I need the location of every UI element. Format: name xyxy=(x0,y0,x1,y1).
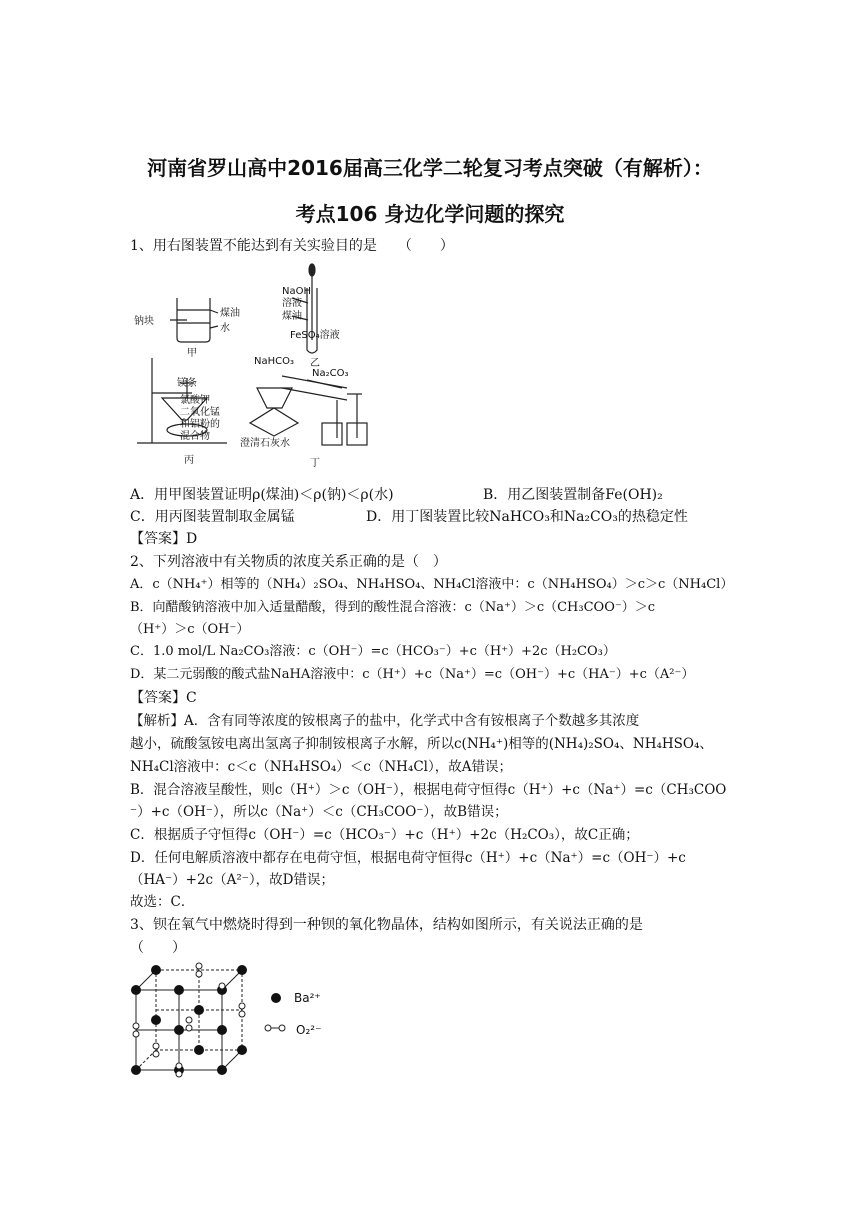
q2-stem: 2、下列溶液中有关物质的浓度关系正确的是（ ） xyxy=(130,554,447,570)
svg-text:丙: 丙 xyxy=(184,455,194,466)
q2-answer: 【答案】C xyxy=(130,690,197,706)
q1-option-b: B．用乙图装置制备Fe(OH)₂ xyxy=(483,487,663,503)
page-title: 河南省罗山高中2016届高三化学二轮复习考点突破（有解析）： xyxy=(147,156,713,180)
svg-text:二氧化锰: 二氧化锰 xyxy=(180,407,220,418)
svg-text:NaOH: NaOH xyxy=(282,286,311,297)
q2-option-b-line1: B．向醋酸钠溶液中加入适量醋酸，得到的酸性混合溶液：c（Na⁺）＞c（CH₃COO⁻）＞c xyxy=(130,600,656,615)
svg-text:钠块: 钠块 xyxy=(134,316,154,327)
q1-option-c: C．用丙图装置制取金属锰 xyxy=(130,509,295,525)
svg-text:煤油: 煤油 xyxy=(220,308,240,319)
q1-apparatus-figure xyxy=(132,258,372,473)
q2-option-a: A．c（NH₄⁺）相等的（NH₄）₂SO₄、NH₄HSO₄、NH₄Cl溶液中：c（NH₄HSO₄）＞c＞c（NH₄Cl） xyxy=(130,577,734,592)
q1-option-d: D．用丁图装置比较NaHCO₃和Na₂CO₃的热稳定性 xyxy=(366,509,688,525)
q2-analysis-line: （HA⁻）+2c（A²⁻），故D错误； xyxy=(130,872,334,888)
ba-legend-label: Ba²⁺ xyxy=(294,991,321,1005)
svg-text:NaHCO₃: NaHCO₃ xyxy=(254,356,294,367)
q2-option-b-line2: （H⁺）＞c（OH⁻） xyxy=(130,622,250,637)
svg-text:氯酸钾: 氯酸钾 xyxy=(180,395,210,406)
q1-option-a: A．用甲图装置证明ρ(煤油)＜ρ(钠)＜ρ(水) xyxy=(130,487,394,503)
q2-analysis-line: B．混合溶液呈酸性，则c（H⁺）＞c（OH⁻），根据电荷守恒得c（H⁺）+c（Na⁺）=c（CH₃COO xyxy=(130,782,727,798)
q3-stem-line1: 3、钡在氧气中燃烧时得到一种钡的氧化物晶体，结构如图所示，有关说法正确的是 xyxy=(130,917,643,933)
q2-analysis-line: 【解析】A．含有同等浓度的铵根离子的盐中，化学式中含有铵根离子个数越多其浓度 xyxy=(130,713,640,729)
q2-option-d: D．某二元弱酸的酸式盐NaHA溶液中：c（H⁺）+c（Na⁺）=c（OH⁻）+c（HA⁻）+c（A²⁻） xyxy=(130,667,695,682)
svg-text:Na₂CO₃: Na₂CO₃ xyxy=(312,368,349,379)
q2-analysis-line: ⁻）+c（OH⁻），所以c（Na⁺）＜c（CH₃COO⁻），故B错误； xyxy=(130,804,508,820)
svg-text:镁条: 镁条 xyxy=(177,378,197,389)
q3-crystal-structure-figure xyxy=(128,962,358,1084)
svg-text:煤油: 煤油 xyxy=(282,311,302,322)
svg-text:和铝粉的: 和铝粉的 xyxy=(180,419,220,430)
svg-text:FeSO₄溶液: FeSO₄溶液 xyxy=(290,330,340,341)
svg-text:澄清石灰水: 澄清石灰水 xyxy=(240,438,290,449)
q1-answer: 【答案】D xyxy=(130,531,198,547)
q2-analysis-line: D．任何电解质溶液中都存在电荷守恒，根据电荷守恒得c（H⁺）+c（Na⁺）=c（OH⁻）+c xyxy=(130,850,686,866)
page-subtitle: 考点106 身边化学问题的探究 xyxy=(295,202,565,226)
o2-legend-label: O₂²⁻ xyxy=(296,1023,322,1037)
svg-text:混合物: 混合物 xyxy=(180,431,210,442)
q2-option-c: C．1.0 mol/L Na₂CO₃溶液：c（OH⁻）=c（HCO₃⁻）+c（H⁺）+2c（H₂CO₃） xyxy=(130,644,616,659)
svg-text:甲: 甲 xyxy=(187,348,197,359)
q2-analysis-line: C．根据质子守恒得c（OH⁻）=c（HCO₃⁻）+c（H⁺）+2c（H₂CO₃），故C正确； xyxy=(130,827,639,843)
q3-stem-line2: （ ） xyxy=(130,940,186,956)
svg-text:丁: 丁 xyxy=(310,458,320,469)
q2-analysis-line: 越小，硫酸氢铵电离出氢离子抑制铵根离子水解，所以c(NH₄⁺)相等的(NH₄)₂SO₄、NH₄HSO₄、 xyxy=(130,736,713,752)
svg-text:溶液: 溶液 xyxy=(282,298,302,309)
svg-text:水: 水 xyxy=(220,323,230,334)
ba-legend-icon xyxy=(271,993,281,1003)
q1-stem: 1、用右图装置不能达到有关实验目的是 （ ） xyxy=(130,238,454,254)
q2-analysis-line: 故选：C． xyxy=(130,894,195,910)
svg-text:乙: 乙 xyxy=(310,358,320,369)
q2-analysis-line: NH₄Cl溶液中：c＜c（NH₄HSO₄）＜c（NH₄Cl），故A错误； xyxy=(130,759,512,775)
